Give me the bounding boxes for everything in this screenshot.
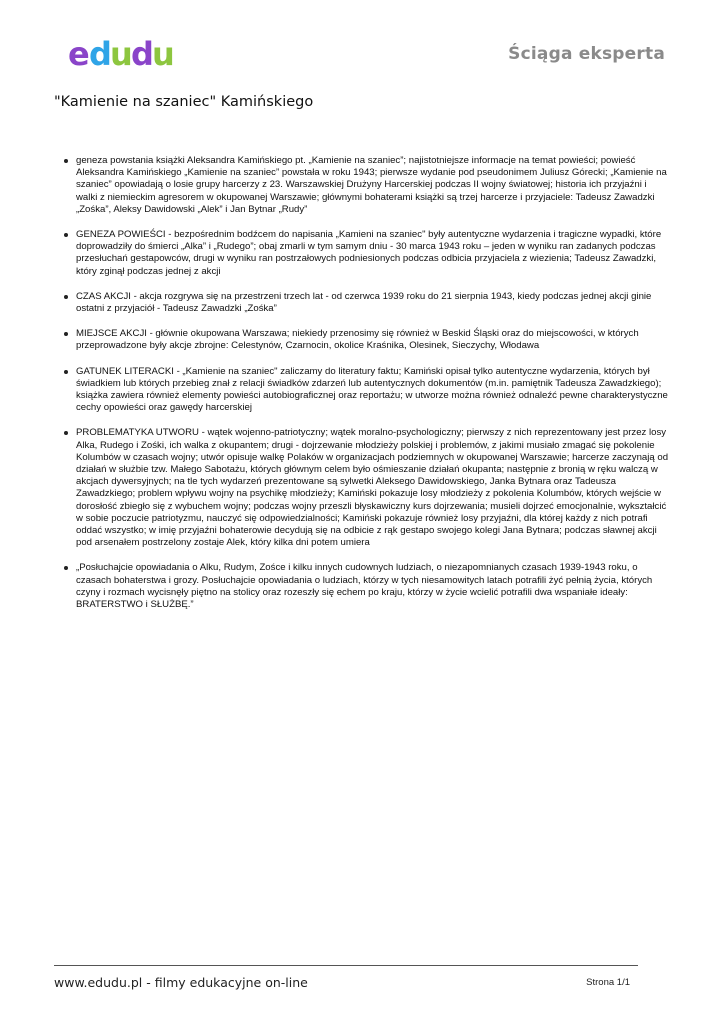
list-item-text: MIEJSCE AKCJI - głównie okupowana Warszawa; niekiedy przenosimy się również w Beskid Śląski oraz do miejscowości, w których przeprowadzone były akcje zbrojne: Celestynów, Czarnocin, okolice Kraśnika, Olesinek, Sieczychy, Włodawa [76,328,639,352]
footer-divider [54,965,638,966]
bullet-icon [64,370,68,374]
list-item-text: GATUNEK LITERACKI - „Kamienie na szaniec" zaliczamy do literatury faktu; Kamiński opisał tylko autentyczne wydarzenia, których był świadkiem lub których przebieg znał z relacji świadków zdarzeń lub autentycznych dokumentów (m.in. pamiętnik Tadeusza Zawadzkiego); książka zawiera również elementy powieści autobiograficznej oraz reportażu; w utworze można również odnaleźć pewne charakterystyczne cechy opowieści oraz gawędy harcerskiej [76,365,668,414]
bullet-icon [64,159,68,163]
notes-list [64,155,670,624]
bullet-icon [64,233,68,237]
logo-letter-d: d [89,35,112,73]
list-item [64,562,670,611]
page-number: Strona 1/1 [586,977,630,988]
list-item [64,366,670,415]
list-item [64,291,670,315]
logo-letter-e: e [68,35,90,73]
list-item-text: geneza powstania książki Aleksandra Kamińskiego pt. „Kamienie na szaniec”; najistotniejsze informacje na temat powieści; powieść Aleksandra Kamińskiego „Kamienie na szaniec” powstała w roku 1943; pierwsze wydanie pod pseudonimem Juliusz Górecki; „Kamienie na szaniec” opowiadają o losie grupy harcerzy z 23. Warszawskiej Drużyny Harcerskiej podczas II wojny światowej; historia ich przyjaźni i walki z niemieckim agresorem w okupowanej Warszawie; głównymi bohaterami książki są trzej harcerze i przyjaciele: Tadeusz Zawadzki „Zośka”, Aleksy Dawidowski „Alek” i Jan Bytnar „Rudy” [76,155,667,215]
footer-site-link[interactable]: www.edudu.pl - filmy edukacyjne on-line [54,975,308,990]
list-item-text: PROBLEMATYKA UTWORU - wątek wojenno-patriotyczny; wątek moralno-psychologiczny; pierwszy z nich reprezentowany jest przez losy Alka, Rudego i Zośki, ich walka z okupantem; drugi - dojrzewanie młodzieży polskiej i problemów, z jakimi musiało zmagać się pokolenie Kolumbów w czasach wojny; utwór opisuje walkę Polaków w organizacjach podziemnych w okupowanej Warszawie; harcerze zaczynają od działań w służbie tzw. Małego Sabotażu, których głównym celem było ośmieszanie działań okupanta; następnie z bronią w ręku walczą w akcjach dywersyjnych; na tle tych wydarzeń prezentowane są sylwetki Aleksego Dawidowskiego, Janka Bytnara oraz Tadeusza Zawadzkiego; problem wpływu wojny na psychikę młodzieży; Kamiński pokazuje losy młodzieży z pokolenia Kolumbów, których wejście w dorosłość zbiegło się z wybuchem wojny; podczas wojny przeszli błyskawiczny kurs dojrzewania; musieli dojrzeć emocjonalnie, wykształcić w sobie poczucie patriotyzmu, nauczyć się odpowiedzialności; Kamiński pokazuje również losy przyjaźni, dla której każdy z nich potrafi oddać wszystko; w imię przyjaźni bohaterowie decydują się na odbicie z rąk gestapo swojego kolegi Jana Bytnara; podczas sławnej akcji pod arsenałem postrzelony zostaje Alek, który kilka dni potem umiera [76,427,669,549]
list-item-text: „Posłuchajcie opowiadania o Alku, Rudym, Zośce i kilku innych cudownych ludziach, o niezapomnianych czasach 1939-1943 roku, o czasach bohaterstwa i grozy. Posłuchajcie opowiadania o ludziach, którzy w tych niesamowitych latach potrafili żyć pełnią życia, których czyny i rozmach wycisnęły piętno na stolicy oraz rozeszły się echem po kraju, którzy w życie wcielić potrafili dwa wspaniałe ideały: BRATERSTWO i SŁUŻBĘ.” [76,562,653,611]
logo-letter-u: u [152,35,175,73]
list-item-text: CZAS AKCJI - akcja rozgrywa się na przestrzeni trzech lat - od czerwca 1939 roku do 21 sierpnia 1943, kiedy podczas jednej akcji ginie ostatni z przyjaciół - Tadeusz Zawadzki „Zośka” [76,290,652,315]
logo-letter-d: d [131,35,154,73]
header-label: Ściąga eksperta [508,44,665,64]
list-item [64,328,670,352]
logo-letter-u: u [110,35,133,73]
page-title: "Kamienie na szaniec" Kamińskiego [54,94,314,110]
edudu-logo[interactable] [54,32,182,76]
edudu-logo-graphic [54,32,182,76]
list-item [64,155,670,216]
list-item [64,427,670,549]
bullet-icon [64,566,68,570]
bullet-icon [64,332,68,336]
list-item [64,229,670,278]
list-item-text: GENEZA POWIEŚCI - bezpośrednim bodźcem do napisania „Kamieni na szaniec" były autentyczne wydarzenia i tragiczne wypadki, które doprowadziły do śmierci „Alka” i „Rudego”; obaj zmarli w tym samym dniu - 30 marca 1943 roku – jeden w wyniku ran zadanych podczas przesłuchań gestapowców, drugi w wyniku ran postrzałowych podniesionych podczas odbicia przyjaciela z wiezienia; Tadeusz Zawadzki, który zginął podczas jednej z akcji [76,229,662,277]
bullet-icon [64,431,68,435]
bullet-icon [64,295,68,299]
